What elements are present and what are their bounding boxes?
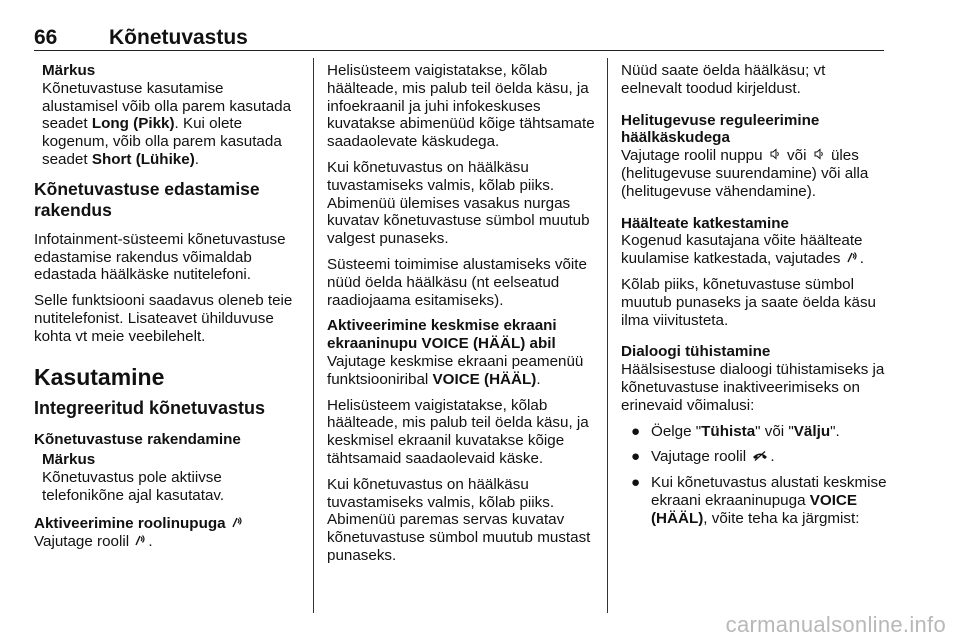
bullet-icon: ●: [631, 474, 641, 492]
watermark: carmanualsonline.info: [725, 612, 946, 637]
list-item: ● Vajutage roolil .: [631, 448, 775, 466]
paragraph: Vajutage roolil .: [34, 532, 153, 550]
voice-icon: [845, 250, 860, 268]
column-1: [34, 62, 299, 558]
subsection-heading: Helitugevuse reguleerimine häälkäskudega: [621, 111, 820, 147]
paragraph: Kui kõnetuvastus on häälkäsu tuvastamiseks valmis, kõlab piiks. Abimenüü paremas servas kuvatav kõnetuvastuse sümbol muutub mustast punaseks.: [327, 475, 591, 564]
page-title: Kõnetuvastus: [109, 26, 248, 49]
note-title: Märkus: [42, 62, 96, 79]
note-text: Kõnetuvastus pole aktiivse telefonikõne ajal kasutatav.: [42, 469, 225, 504]
page-header: [34, 26, 926, 52]
bullet-icon: ●: [631, 422, 641, 440]
list-item: ● Öelge "Tühista" või "Välju".: [631, 422, 840, 440]
column-3: [621, 62, 889, 536]
subsection-heading: Aktiveerimine roolinupuga: [34, 515, 299, 533]
volume-icon: [811, 147, 827, 165]
column-divider: [607, 58, 608, 613]
paragraph: Kõlab piiks, kõnetuvastuse sümbol muutub punaseks ja saate öelda käsu ilma viivitusteta.: [621, 275, 876, 329]
paragraph: Selle funktsiooni saadavus oleneb teie nutitelefonist. Lisateavet ühilduvuse kohta vt meie veebilehelt.: [34, 292, 293, 345]
section-heading: Integreeritud kõnetuvastus: [34, 397, 266, 418]
subsection-heading: Aktiveerimine keskmise ekraani ekraaninupu VOICE (HÄÄL) abil: [327, 317, 557, 353]
paragraph: Nüüd saate öelda häälkäsu; vt eelnevalt toodud kirjeldust.: [621, 62, 826, 97]
paragraph: Helisüsteem vaigistatakse, kõlab häälteade, mis palub teil öelda käsu, ja infoekraanil ja juhi infokeskuses kuvatakse abimenüüd kõige tähtsamate saadaolevate käskudega.: [327, 62, 595, 151]
subsection-heading: Dialoogi tühistamine: [621, 343, 771, 361]
paragraph: Infotainment-süsteemi kõnetuvastuse edastamise rakendus võimaldab edastada häälkäske nutitelefoni.: [34, 230, 286, 284]
page-number: 66: [34, 26, 58, 49]
note-box: [42, 451, 299, 504]
subsection-heading: Häälteate katkestamine: [621, 214, 789, 232]
paragraph: Kui kõnetuvastus on häälkäsu tuvastamiseks valmis, kõlab piiks. Abimenüü ülemises vasakus nurgas kuvatav kõnetuvastuse sümbol muutub valgest punaseks.: [327, 158, 590, 248]
voice-icon: [133, 533, 148, 551]
note-title: Märkus: [42, 451, 96, 469]
note-box: [42, 62, 299, 169]
paragraph: Kogenud kasutajana võite häälteate kuulamise katkestada, vajutades .: [621, 232, 864, 268]
bullet-icon: ●: [631, 448, 641, 466]
bullet-list: [621, 423, 889, 528]
chapter-heading: Kasutamine: [34, 363, 165, 390]
list-item: ● Kui kõnetuvastus alustati keskmise ekraani ekraaninupuga VOICE (HÄÄL), võite teha ka järgmist:: [631, 474, 887, 527]
paragraph: Süsteemi toimimise alustamiseks võite nüüd öelda häälkäsu (nt eelseatud raadiojaama esitamiseks).: [327, 255, 587, 309]
volume-icon: [767, 147, 783, 165]
paragraph: Häälsisestuse dialoogi tühistamiseks ja kõnetuvastuse inaktiveerimiseks on erinevaid võimalusi:: [621, 361, 885, 414]
header-rule: [34, 50, 884, 51]
paragraph: Vajutage roolil nuppu või üles (helitugevuse suurendamine) või alla (helitugevuse vähendamine).: [621, 147, 869, 200]
section-heading: Kõnetuvastuse edastamise rakendus: [34, 178, 260, 220]
paragraph: Helisüsteem vaigistatakse, kõlab häälteade, mis palub teil öelda käsu, ja keskmisel ekraanil kuvatakse kõige tähtsamaid saadaolevaid käske.: [327, 396, 589, 467]
column-2: [327, 62, 597, 573]
paragraph: Vajutage keskmise ekraani peamenüü funktsiooniribal VOICE (HÄÄL).: [327, 352, 584, 388]
column-divider: [313, 58, 314, 613]
voice-icon: [230, 515, 245, 533]
subsection-heading: Kõnetuvastuse rakendamine: [34, 430, 241, 448]
hangup-icon: [750, 448, 770, 466]
note-text: Kõnetuvastuse kasutamise alustamisel võib olla parem kasutada seadet Long (Pikk). Kui olete kogenum, võib olla parem kasutada seadet Short (Lühike).: [42, 79, 292, 168]
